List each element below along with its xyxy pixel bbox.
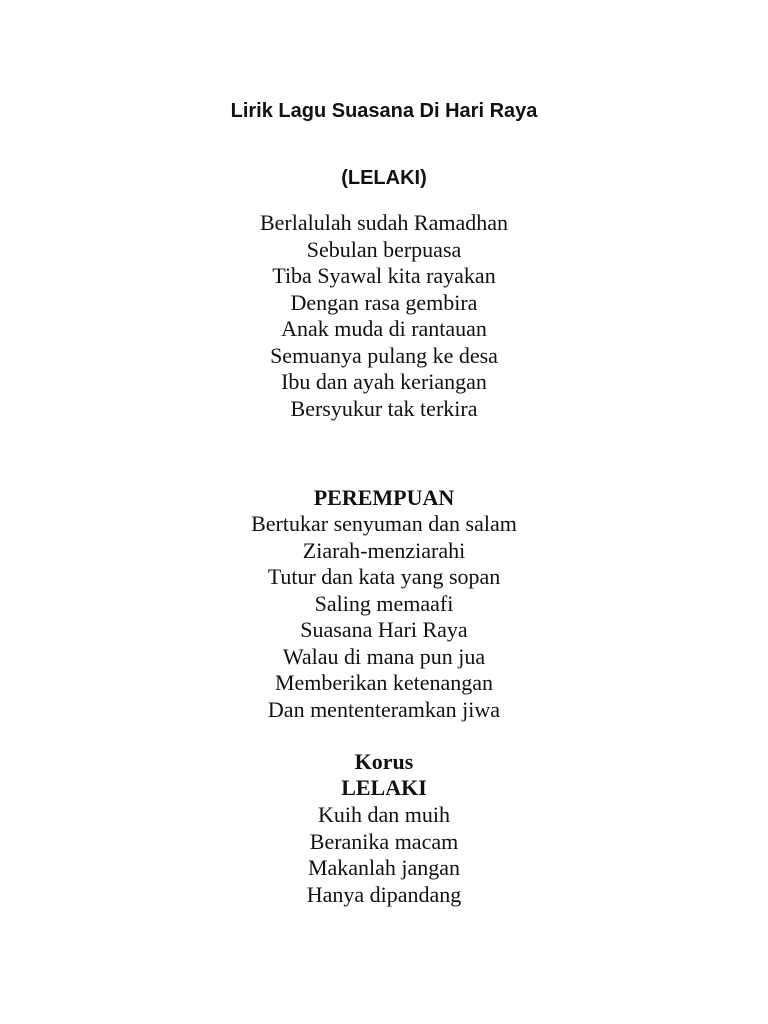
stanza-lelaki (0, 210, 768, 422)
lyric-line: Semuanya pulang ke desa (270, 342, 498, 368)
lyric-line: Ibu dan ayah keriangan (281, 369, 487, 394)
lyric-line: Walau di mana pun jua (282, 643, 486, 669)
section-heading-lelaki: (LELAKI) (341, 167, 427, 189)
lyric-line: Makanlah jangan (307, 855, 461, 880)
lyric-line: Suasana Hari Raya (300, 617, 468, 642)
lyric-line: Tutur dan kata yang sopan (267, 564, 501, 589)
stanza-perempuan (0, 511, 768, 723)
lyric-line: Dengan rasa gembira (290, 289, 478, 315)
lyric-line: Tiba Syawal kita rayakan (272, 263, 496, 288)
lyric-line: Berlalulah sudah Ramadhan (259, 210, 509, 235)
lyric-line: Kuih dan muih (318, 802, 450, 827)
document-title: Lirik Lagu Suasana Di Hari Raya (230, 100, 538, 122)
lyric-line: Bersyukur tak terkira (290, 395, 478, 421)
section-heading-korus: Korus (354, 749, 414, 774)
lyric-line: Memberikan ketenangan (274, 670, 494, 695)
lyric-line: Dan mententeramkan jiwa (267, 696, 501, 722)
lyric-line: Ziarah-menziarahi (302, 537, 466, 563)
lyric-line: Beranika macam (309, 828, 459, 854)
stanza-korus (0, 802, 768, 908)
lyric-line: Bertukar senyuman dan salam (251, 511, 517, 536)
section-heading-perempuan: PEREMPUAN (313, 485, 455, 510)
lyric-line: Saling memaafi (314, 590, 454, 616)
lyric-line: Sebulan berpuasa (306, 236, 462, 262)
lyric-line: Hanya dipandang (306, 881, 462, 907)
lyric-line: Anak muda di rantauan (281, 316, 487, 341)
section-subheading-lelaki: LELAKI (341, 775, 427, 800)
